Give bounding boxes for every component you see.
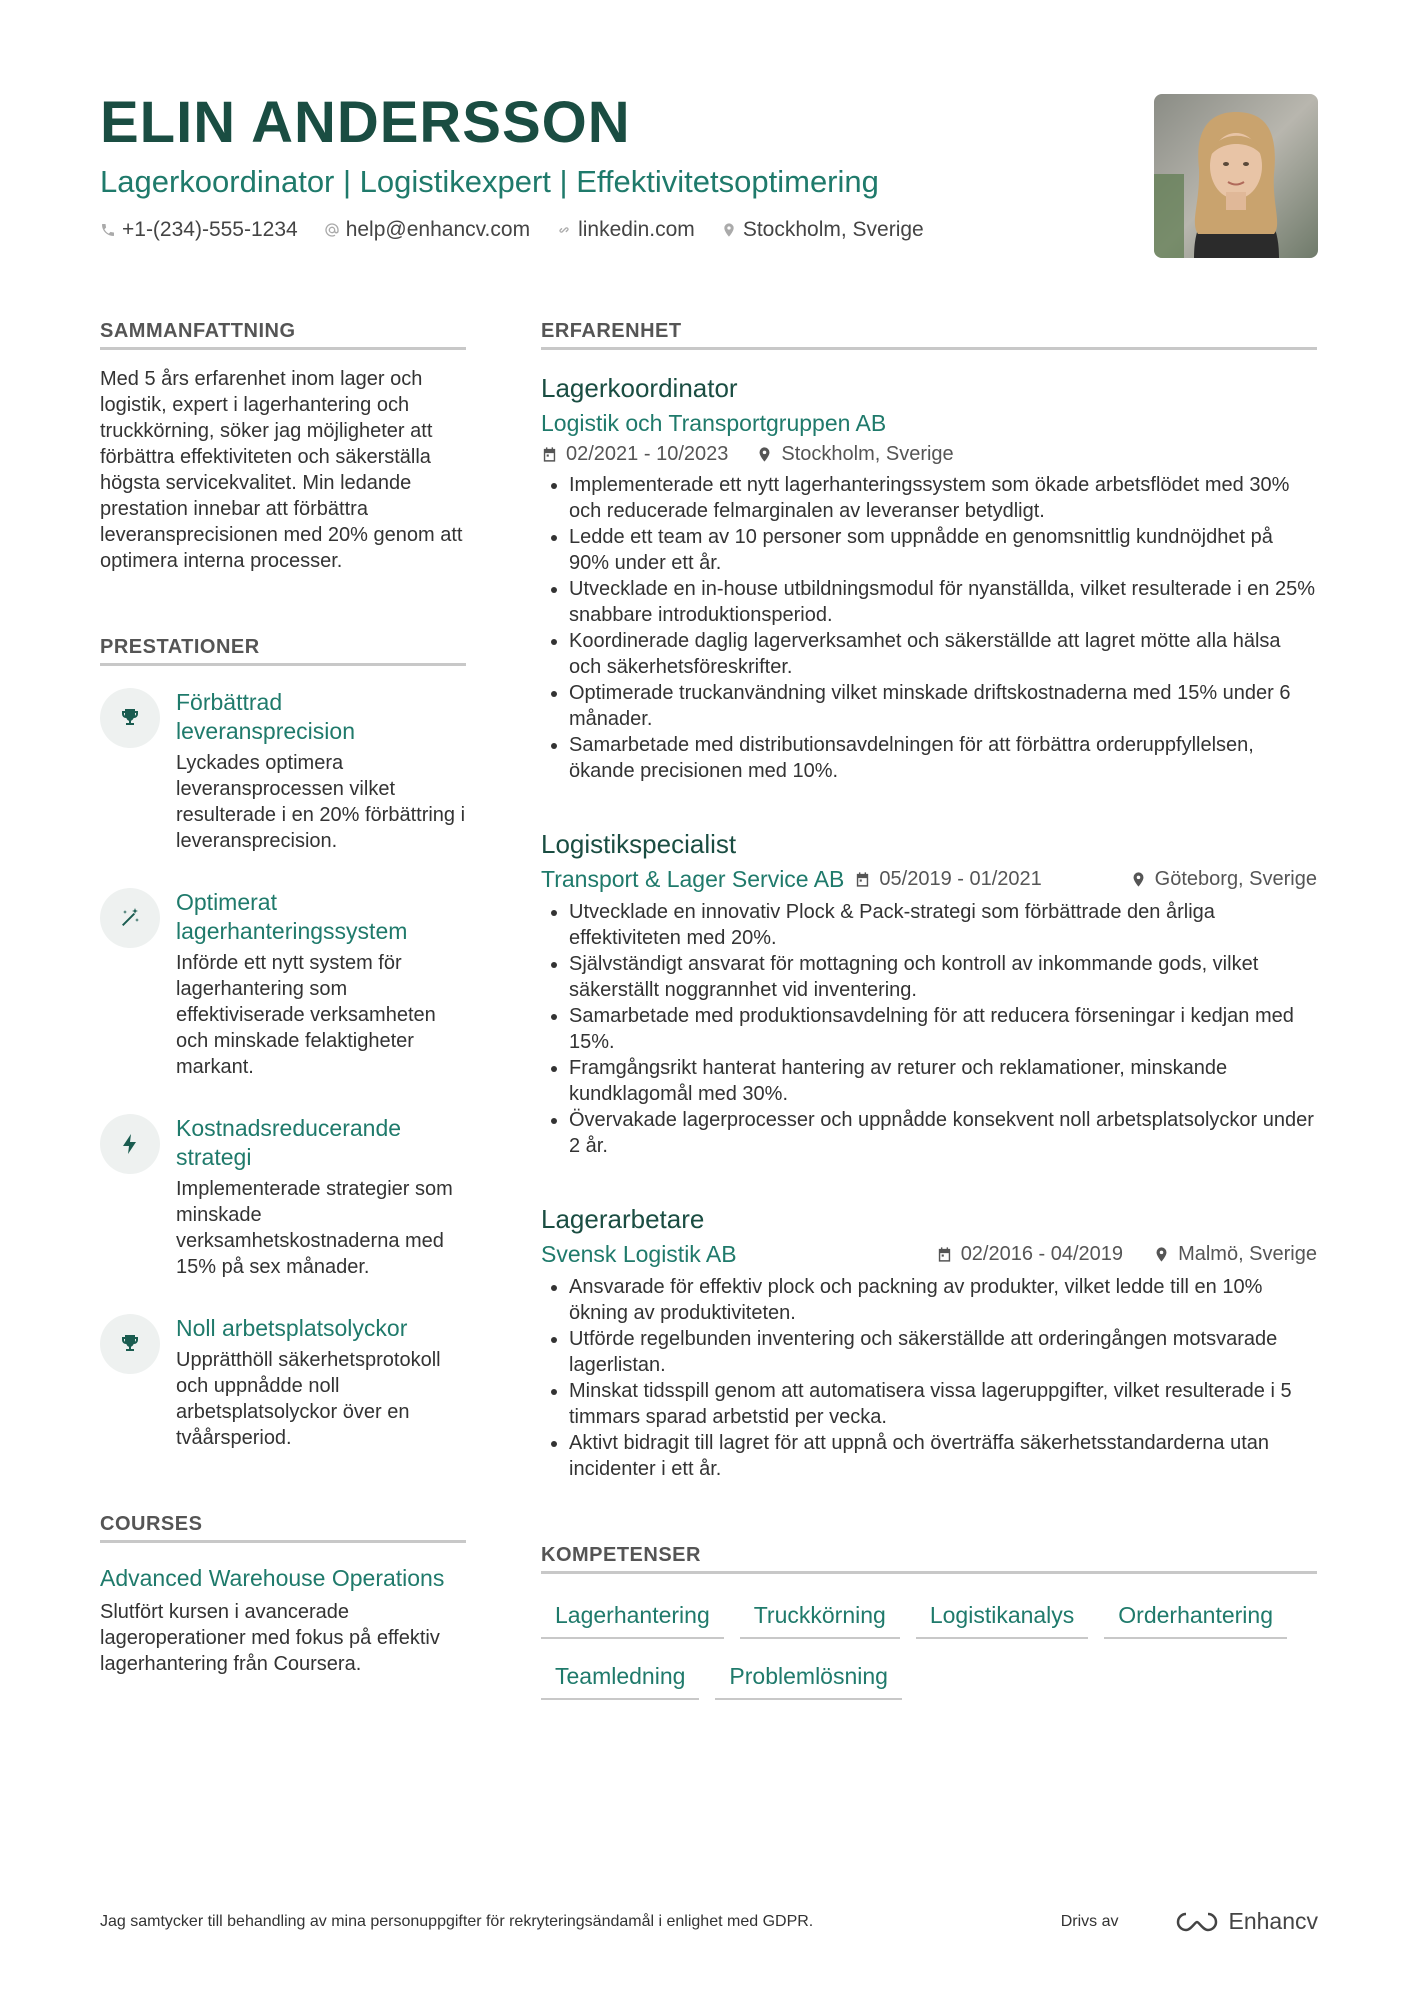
skill-tag: Orderhantering <box>1104 1596 1287 1639</box>
job-entry <box>541 828 1317 1159</box>
page-footer <box>100 1908 1318 1935</box>
gdpr-consent-text: Jag samtycker till behandling av mina personuppgifter för rekryteringsändamål i enlighet med GDPR. <box>100 1912 814 1930</box>
summary-heading: SAMMANFATTNING <box>100 320 466 350</box>
achievement-item <box>100 888 466 1080</box>
job-bullets <box>541 899 1317 1159</box>
achievements-heading: PRESTATIONER <box>100 636 466 666</box>
achievement-title: Förbättrad leveransprecision <box>176 689 355 744</box>
job-title: Lagerarbetare <box>541 1204 705 1234</box>
candidate-name: ELIN ANDERSSON <box>100 90 631 155</box>
at-icon <box>324 222 340 238</box>
job-entry <box>541 372 1317 784</box>
job-location: Malmö, Sverige <box>1178 1243 1317 1265</box>
company-name: Transport & Lager Service AB <box>541 866 845 892</box>
job-bullet: • Minskat tidsspill genom att automatisera vissa lageruppgifter, vilket resulterade i 5 timmars sparad arbetstid per vecka. <box>569 1378 1317 1430</box>
contact-list <box>100 218 1140 242</box>
calendar-icon <box>854 871 871 888</box>
trophy-icon <box>118 1332 142 1356</box>
job-dates: 02/2021 - 10/2023 <box>566 443 729 465</box>
left-column <box>100 320 466 1677</box>
achievement-title: Noll arbetsplatsolyckor <box>176 1315 408 1341</box>
job-bullet: • Ansvarade för effektiv plock och packning av produkter, vilket ledde till en 10% ökning av produktiviteten. <box>569 1274 1317 1326</box>
achievement-description: Lyckades optimera leveransprocessen vilket resulterade i en 20% förbättring i leveransprecision. <box>176 752 466 852</box>
profile-photo <box>1154 94 1318 258</box>
job-bullet: • Samarbetade med distributionsavdelningen för att förbättra orderuppfyllelsen, ökande precisionen med 10%. <box>569 732 1317 784</box>
job-bullets <box>541 472 1317 784</box>
achievement-description: Upprätthöll säkerhetsprotokoll och uppnådde noll arbetsplatsolyckor över en tvåårsperiod. <box>176 1349 441 1449</box>
skill-tag: Truckkörning <box>740 1596 900 1639</box>
calendar-icon <box>541 446 558 463</box>
contact-email[interactable] <box>324 218 530 242</box>
experience-section <box>541 320 1317 1482</box>
courses-heading: COURSES <box>100 1513 466 1543</box>
candidate-tagline: Lagerkoordinator | Logistikexpert | Effektivitetsoptimering <box>100 164 879 199</box>
job-entry <box>541 1203 1317 1482</box>
achievement-title: Kostnadsreducerande strategi <box>176 1115 402 1170</box>
trophy-icon <box>118 706 142 730</box>
skill-tag: Logistikanalys <box>916 1596 1088 1639</box>
skills-list <box>541 1596 1317 1700</box>
achievements-section <box>100 636 466 1451</box>
achievement-item <box>100 1314 466 1451</box>
email-text: help@enhancv.com <box>345 218 531 241</box>
job-title: Lagerkoordinator <box>541 373 738 403</box>
right-column <box>541 320 1317 1700</box>
enhancv-logo[interactable] <box>1174 1908 1318 1935</box>
location-pin-icon <box>721 222 737 238</box>
skill-tag: Problemlösning <box>715 1657 902 1700</box>
course-title: Advanced Warehouse Operations <box>100 1565 445 1591</box>
location-pin-icon <box>756 446 773 463</box>
job-bullet: • Samarbetade med produktionsavdelning för att reducera förseningar i kedjan med 15%. <box>569 1003 1317 1055</box>
link-icon <box>556 222 572 238</box>
job-bullet: • Utförde regelbunden inventering och säkerställde att orderingången motsvarade lagerlistan. <box>569 1326 1317 1378</box>
location-pin-icon <box>1153 1246 1170 1263</box>
magic-wand-icon <box>118 906 142 930</box>
achievement-item <box>100 1114 466 1280</box>
job-bullet: • Ledde ett team av 10 personer som uppnådde en genomsnittlig kundnöjdhet på 90% under ett år. <box>569 524 1317 576</box>
contact-location <box>721 218 924 242</box>
contact-phone <box>100 218 298 242</box>
achievement-description: Implementerade strategier som minskade verksamhetskostnaderna med 15% på sex månader. <box>176 1178 453 1278</box>
summary-section <box>100 320 466 574</box>
skills-heading: KOMPETENSER <box>541 1544 1317 1574</box>
job-bullet: • Aktivt bidragit till lagret för att uppnå och överträffa säkerhetsstandarderna utan incidenter i ett år. <box>569 1430 1317 1482</box>
brand-name: Enhancv <box>1228 1908 1318 1934</box>
job-bullet: • Koordinerade daglig lagerverksamhet och säkerställde att lagret mötte alla hälsa och säkerhetsföreskrifter. <box>569 628 1317 680</box>
achievement-description: Införde ett nytt system för lagerhantering som effektiviserade verksamheten och minskade felaktigheter markant. <box>176 952 436 1078</box>
skill-tag: Lagerhantering <box>541 1596 724 1639</box>
job-bullet: • Övervakade lagerprocesser och uppnådde konsekvent noll arbetsplatsolyckor under 2 år. <box>569 1107 1317 1159</box>
job-dates: 02/2016 - 04/2019 <box>960 1243 1124 1265</box>
summary-text: Med 5 års erfarenhet inom lager och logistik, expert i lagerhantering och truckkörning, söker jag möjligheter att förbättra effektiviteten och säkerställa högsta servicekvalitet. Min ledande prestation innebar att förbättra leveransprecisionen med 20% genom att optimera interna processer. <box>100 368 463 572</box>
phone-icon <box>100 222 116 238</box>
calendar-icon <box>936 1246 953 1263</box>
contact-linkedin[interactable] <box>556 218 695 242</box>
skills-section <box>541 1544 1317 1700</box>
company-name: Logistik och Transportgruppen AB <box>541 410 887 436</box>
job-title: Logistikspecialist <box>541 829 737 859</box>
job-bullet: • Implementerade ett nytt lagerhanteringssystem som ökade arbetsflödet med 30% och reducerade felmarginalen av leveranser betydligt. <box>569 472 1317 524</box>
courses-section <box>100 1513 466 1677</box>
lightning-icon <box>118 1132 142 1156</box>
location-pin-icon <box>1130 871 1147 888</box>
job-bullet: • Utvecklade en innovativ Plock & Pack-strategi som förbättrade den årliga effektiviteten med 20%. <box>569 899 1317 951</box>
phone-text: +1-(234)-555-1234 <box>122 218 298 241</box>
job-dates: 05/2019 - 01/2021 <box>879 868 1042 890</box>
job-bullet: • Optimerade truckanvändning vilket minskade driftskostnaderna med 15% under 6 månader. <box>569 680 1317 732</box>
powered-by-label: Drivs av <box>1060 1912 1119 1930</box>
achievement-title: Optimerat lagerhanteringssystem <box>176 889 408 944</box>
resume-header <box>100 88 1140 242</box>
portrait-image <box>1154 94 1318 258</box>
course-description: Slutfört kursen i avancerade lageroperationer med fokus på effektiv lagerhantering från Coursera. <box>100 1601 440 1675</box>
job-meta <box>541 443 1317 466</box>
achievement-item <box>100 688 466 854</box>
skill-tag: Teamledning <box>541 1657 699 1700</box>
experience-heading: ERFARENHET <box>541 320 1317 350</box>
linkedin-text: linkedin.com <box>578 218 695 241</box>
job-bullet: • Självständigt ansvarat för mottagning och kontroll av inkommande gods, vilket säkerställt noggrannhet vid inventering. <box>569 951 1317 1003</box>
job-location: Göteborg, Sverige <box>1154 868 1317 890</box>
job-location: Stockholm, Sverige <box>781 443 954 465</box>
job-bullet: • Utvecklade en in-house utbildningsmodul för nyanställda, vilket resulterade i en 25% snabbare introduktionsperiod. <box>569 576 1317 628</box>
enhancv-logo-icon <box>1174 1910 1220 1934</box>
location-text: Stockholm, Sverige <box>742 218 924 241</box>
company-name: Svensk Logistik AB <box>541 1241 737 1267</box>
job-bullets <box>541 1274 1317 1482</box>
job-bullet: • Framgångsrikt hanterat hantering av returer och reklamationer, minskande kundklagomål med 30%. <box>569 1055 1317 1107</box>
